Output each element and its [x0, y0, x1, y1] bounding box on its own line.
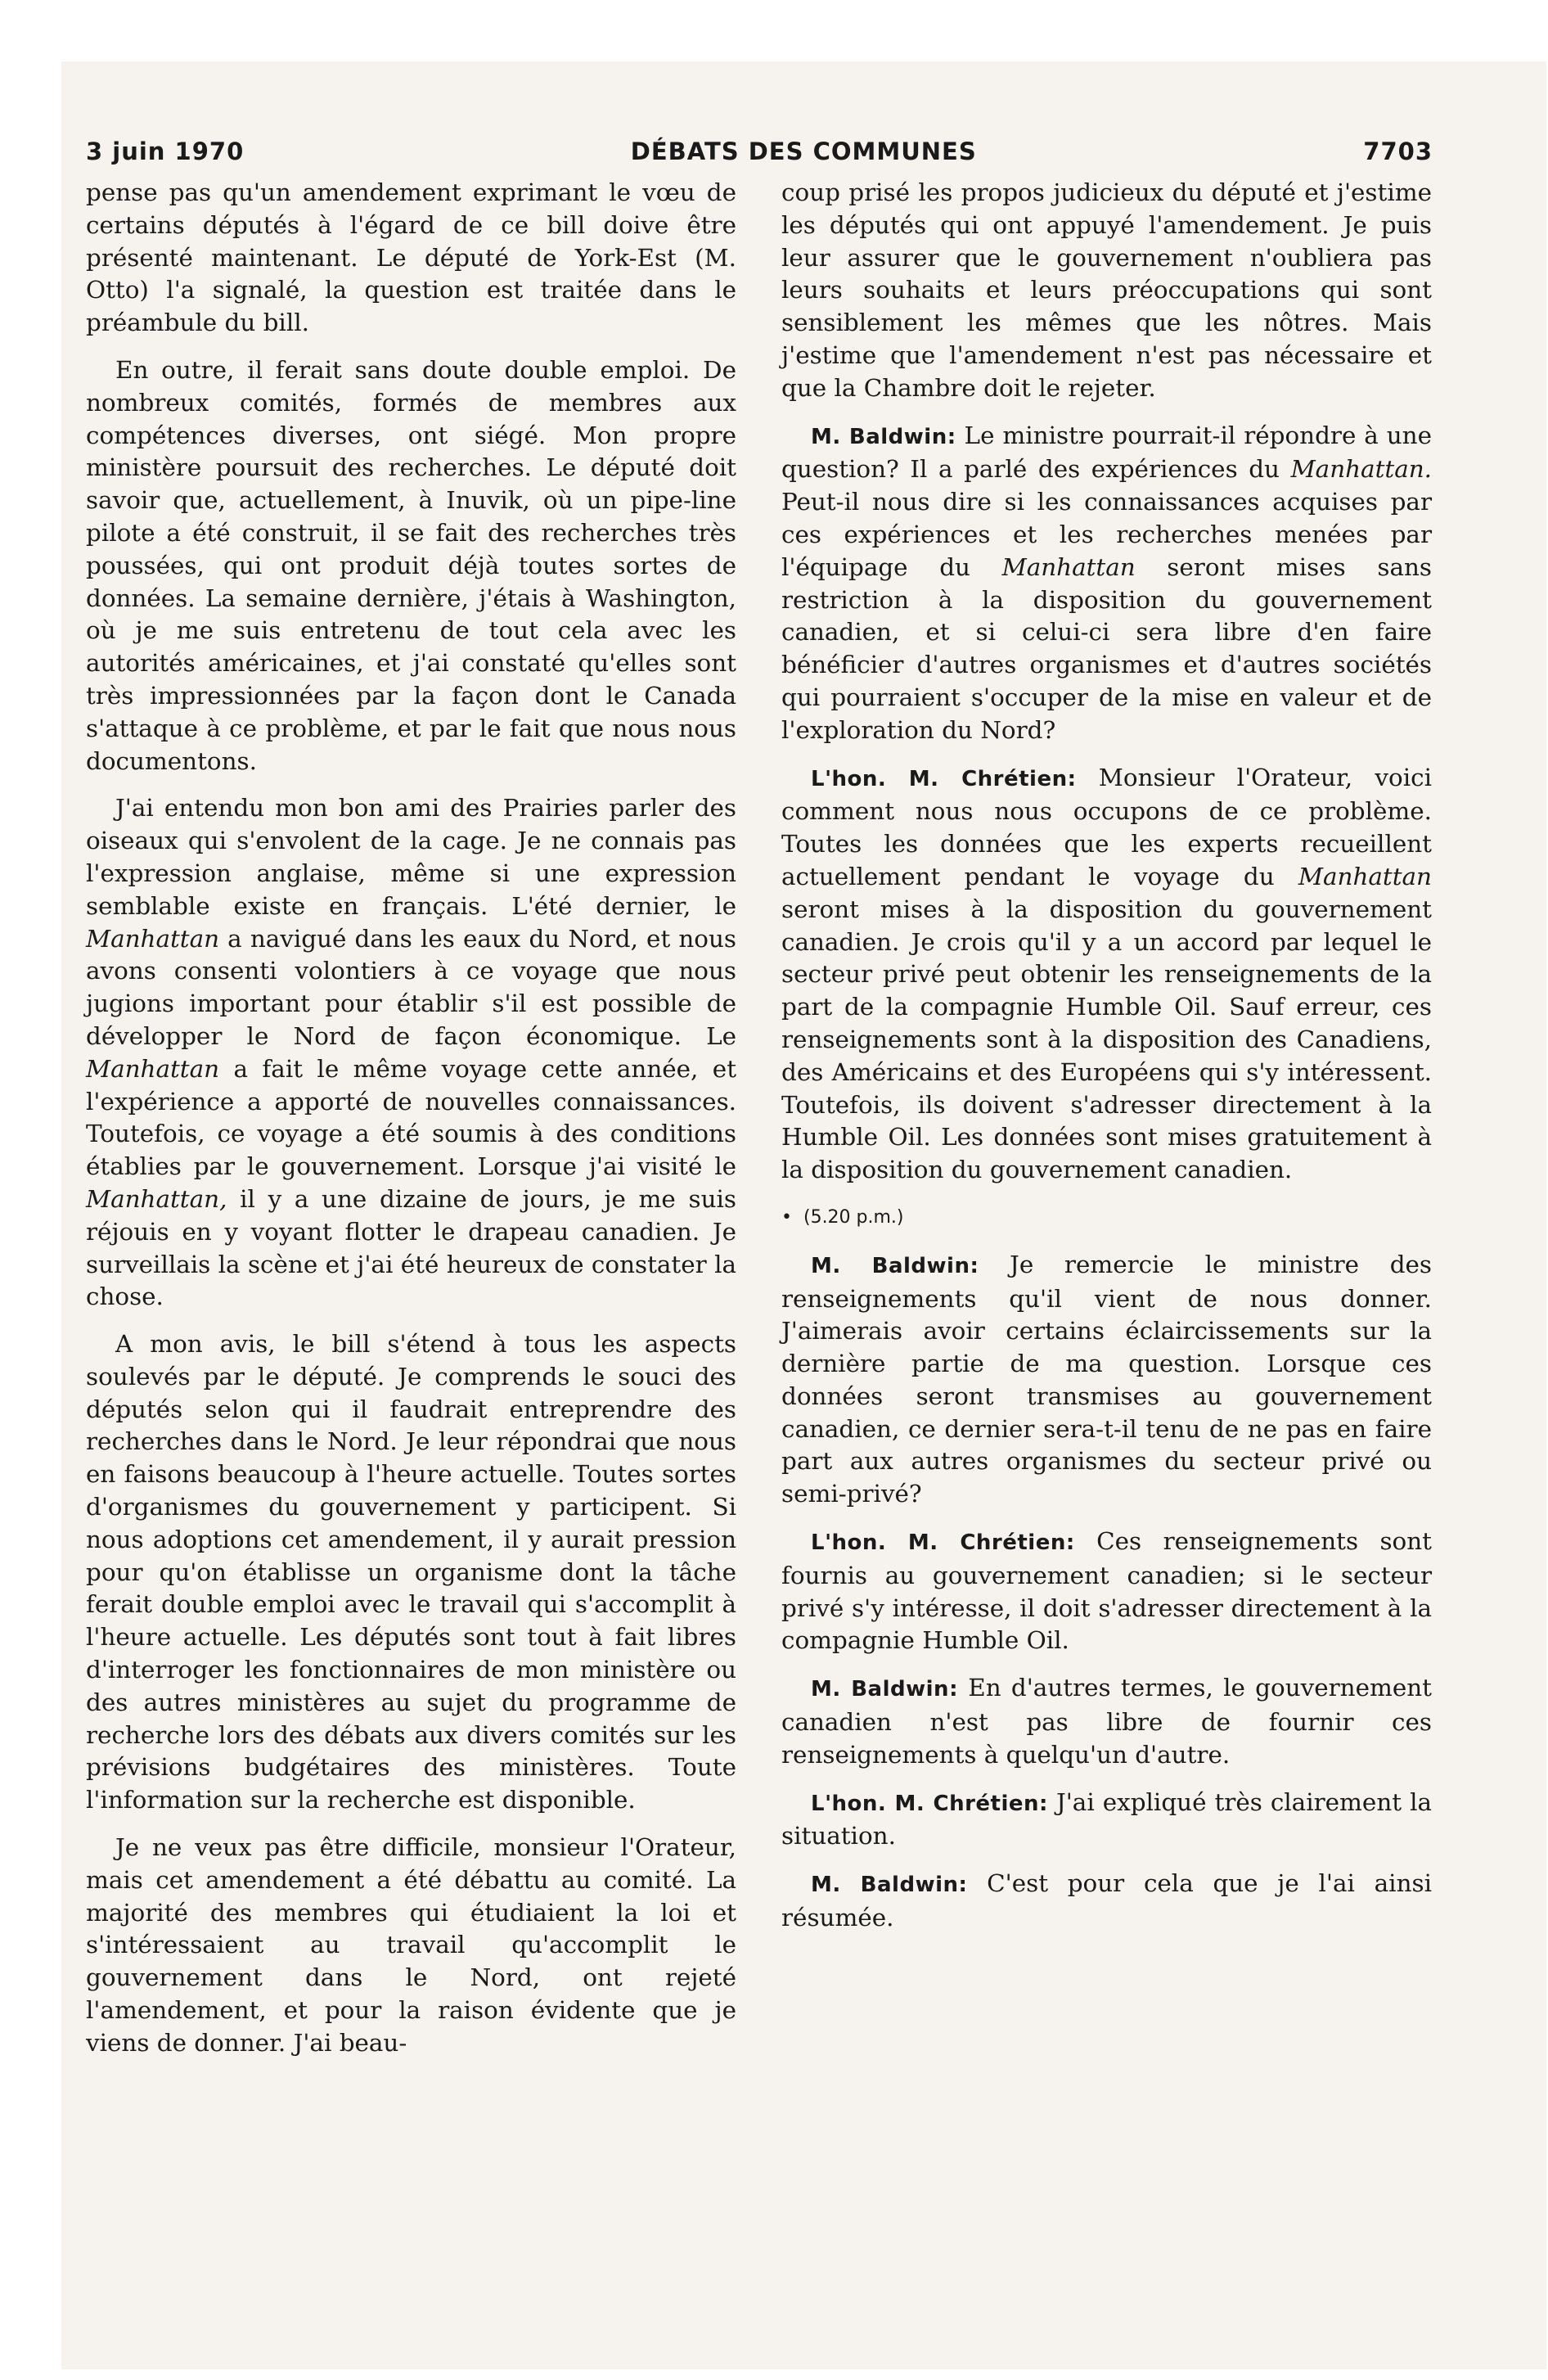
- time-stamp: [781, 1201, 1432, 1234]
- text-run: En d'autres termes, le gouvernement canadien n'est pas libre de fournir ces renseignements à quelqu'un d'autre.: [781, 1674, 1432, 1769]
- speech: [781, 762, 1432, 1187]
- paragraph: [86, 792, 736, 1314]
- left-column: [86, 177, 736, 2075]
- page-header: [86, 137, 1433, 177]
- text-run: C'est pour cela que je l'ai ainsi résumée.: [781, 1869, 1432, 1932]
- text-run: Peut-il nous dire si les connaissances acquises par ces expériences et les recherches menées par l'équipage du: [781, 488, 1432, 581]
- header-date: 3 juin 1970: [86, 137, 245, 165]
- speaker-name: L'hon. M. Chrétien:: [811, 1530, 1075, 1556]
- right-column: [781, 177, 1432, 1950]
- paragraph: pense pas qu'un amendement exprimant le vœu de certains députés à l'égard de ce bill doive être présenté maintenant. Le député de York-Est (M. Otto) l'a signalé, la question est traitée dans le préambule du bill.: [86, 178, 736, 337]
- speech: [781, 1249, 1432, 1511]
- text-run: Je remercie le ministre des renseignements qu'il vient de nous donner. J'aimerais avoir certains éclaircissements sur la dernière partie de ma question. Lorsque ces données seront transmises au gouvernement canadien, ce dernier sera-t-il tenu de ne pas en faire part aux autres organismes du secteur privé ou semi-privé?: [781, 1250, 1432, 1508]
- text-run: J'ai entendu mon bon ami des Prairies parler des oiseaux qui s'envolent de la cage. Je ne connais pas l'expression anglaise, même si une expression semblable existe en français. L'été dernier, le: [86, 794, 736, 920]
- paragraph: coup prisé les propos judicieux du député et j'estime les députés qui ont appuyé l'amendement. Je puis leur assurer que le gouvernement n'oubliera pas leurs souhaits et leurs préoccupations qui sont sensiblement les mêmes que les nôtres. Mais j'estime que l'amendement n'est pas nécessaire et que la Chambre doit le rejeter.: [781, 178, 1432, 402]
- speech: [781, 1787, 1432, 1854]
- paragraph: A mon avis, le bill s'étend à tous les aspects soulevés par le député. Je comprends le souci des députés selon qui il faudrait entreprendre des recherches dans le Nord. Je leur répondrai que nous en faisons beaucoup à l'heure actuelle. Toutes sortes d'organismes du gouvernement y participent. Si nous adoptions cet amendement, il y aurait pression pour qu'on établisse un organisme dont la tâche ferait double emploi avec le travail qui s'accomplit à l'heure actuelle. Les députés sont tout à fait libres d'interroger les fonctionnaires de mon ministère ou des autres ministères au sujet du programme de recherche lors des débats aux divers comités sur les prévisions budgétaires des ministères. Toute l'information sur la recherche est disponible.: [86, 1330, 736, 1814]
- bullet-icon: •: [781, 1206, 792, 1228]
- text-run: Ces renseignements sont fournis au gouvernement canadien; si le secteur privé s'y intéresse, il doit s'adresser directement à la compagnie Humble Oil.: [781, 1527, 1432, 1655]
- speaker-name: M. Baldwin:: [811, 1677, 958, 1702]
- text-run: seront mises à la disposition du gouvernement canadien. Je crois qu'il y a un accord par lequel le secteur privé peut obtenir les renseignements de la part de la compagnie Humble Oil. Sauf erreur, ces renseignements sont à la disposition des Canadiens, des Américains et des Européens qui s'y intéressent. Toutefois, ils doivent s'adresser directement à la Humble Oil. Les données sont mises gratuitement à la disposition du gouvernement canadien.: [781, 895, 1432, 1184]
- ship-name: Manhattan: [1001, 552, 1136, 581]
- text-run: Le ministre pourrait-il répondre à une question? Il a parlé des expériences du: [781, 421, 1432, 484]
- document-page: [86, 137, 1433, 2057]
- speech: [781, 1868, 1432, 1935]
- ship-name: Manhattan.: [1290, 455, 1432, 484]
- speech: [781, 1526, 1432, 1657]
- text-run: il y a une dizaine de jours, je me suis réjouis en y voyant flotter le drapeau canadien. Je surveillais la scène et j'ai été heureux de constater la chose.: [86, 1184, 736, 1311]
- speech: [781, 1672, 1432, 1771]
- header-page-number: 7703: [1363, 137, 1433, 165]
- ship-name: Manhattan: [86, 1054, 220, 1083]
- speaker-name: M. Baldwin:: [811, 424, 956, 449]
- ship-name: Manhattan: [1298, 862, 1432, 890]
- time-text: (5.20 p.m.): [803, 1206, 904, 1228]
- speaker-name: L'hon. M. Chrétien:: [811, 1791, 1048, 1816]
- speaker-name: M. Baldwin:: [811, 1253, 979, 1278]
- text-run: seront mises sans restriction à la disposition du gouvernement canadien, et si celui-ci sera libre d'en faire bénéficier d'autres organismes et d'autres sociétés qui pourraient s'occuper de la mise en valeur et de l'exploration du Nord?: [781, 552, 1432, 744]
- speaker-name: L'hon. M. Chrétien:: [811, 766, 1077, 791]
- header-title: DÉBATS DES COMMUNES: [630, 137, 977, 165]
- speaker-name: M. Baldwin:: [811, 1873, 968, 1898]
- ship-name: Manhattan: [86, 924, 220, 953]
- paragraph: En outre, il ferait sans doute double emploi. De nombreux comités, formés de membres aux compétences diverses, ont siégé. Mon propre ministère poursuit des recherches. Le député doit savoir que, actuellement, à Inuvik, où un pipe-line pilote a été construit, il se fait des recherches très poussées, qui ont produit déjà toutes sortes de données. La semaine dernière, j'étais à Washington, où je me suis entretenu de tout cela avec les autorités américaines, et j'ai constaté qu'elles sont très impressionnées par la façon dont le Canada s'attaque à ce problème, et par le fait que nous nous documentons.: [86, 355, 736, 775]
- text-run: Monsieur l'Orateur, voici comment nous nous occupons de ce problème. Toutes les données que les experts recueillent actuellement pendant le voyage du: [781, 763, 1432, 890]
- speech: [781, 420, 1432, 747]
- ship-name: Manhattan,: [86, 1184, 227, 1213]
- text-run: a navigué dans les eaux du Nord, et nous avons consenti volontiers à ce voyage que nous jugions important pour établir s'il est possible de développer le Nord de façon économique. Le: [86, 924, 736, 1050]
- text-run: a fait le même voyage cette année, et l'expérience a apporté de nouvelles connaissances. Toutefois, ce voyage a été soumis à des conditions établies par le gouvernement. Lorsque j'ai visité le: [86, 1054, 736, 1181]
- paragraph: Je ne veux pas être difficile, monsieur l'Orateur, mais cet amendement a été débattu au comité. La majorité des membres qui étudiaient la loi et s'intéressaient au travail qu'accomplit le gouvernement dans le Nord, ont rejeté l'amendement, et pour la raison évidente que je viens de donner. J'ai beau-: [86, 1833, 736, 2057]
- text-run: J'ai expliqué très clairement la situation.: [781, 1787, 1432, 1850]
